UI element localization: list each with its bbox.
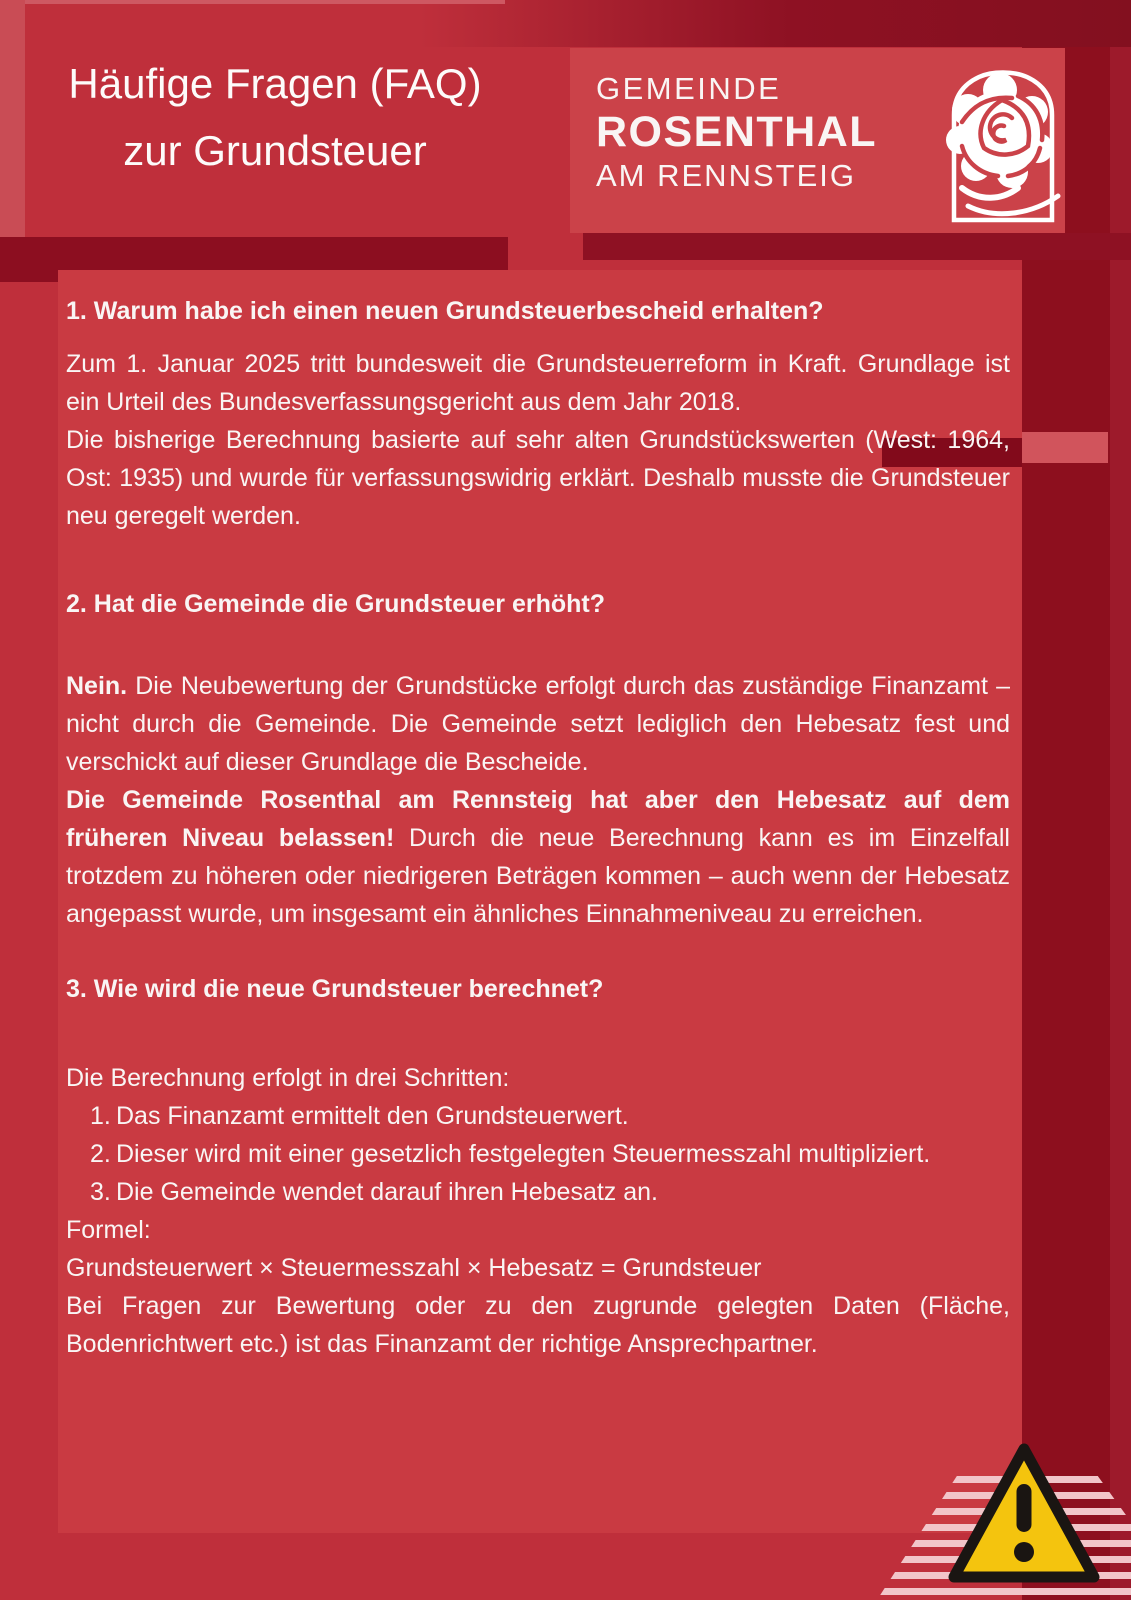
- faq-answer-1-p2: Die bisherige Berechnung basierte auf sehr alten Grundstückswerten (West: 1964, Ost: 1935) und wurde für verfassungswidrig erklärt. Deshalb musste die Grundsteuer neu geregelt werden.: [66, 426, 1010, 530]
- step-number: 2.: [90, 1140, 111, 1168]
- step-text: Das Finanzamt ermittelt den Grundsteuerwert.: [116, 1102, 629, 1130]
- decor-under-logo-strip: [583, 233, 1131, 260]
- step-text: Dieser wird mit einer gesetzlich festgelegten Steuermesszahl multipliziert.: [116, 1140, 931, 1168]
- step-text: Die Gemeinde wendet darauf ihren Hebesatz an.: [116, 1178, 658, 1206]
- faq-content: [58, 270, 1022, 1363]
- page-title-line1: Häufige Fragen (FAQ): [68, 60, 482, 107]
- faq-answer-2-p1-bold: Nein.: [66, 672, 128, 700]
- faq-question-2: 2. Hat die Gemeinde die Grundsteuer erhöht?: [66, 590, 605, 618]
- decor-left-highlight: [0, 0, 25, 237]
- faq-question-3: 3. Wie wird die neue Grundsteuer berechnet?: [66, 975, 604, 1003]
- faq-answer-3-note: Bei Fragen zur Bewertung oder zu den zugrunde gelegten Daten (Fläche, Bodenrichtwert etc.) ist das Finanzamt der richtige Ansprechpartner.: [66, 1292, 1010, 1358]
- faq-answer-3-intro: Die Berechnung erfolgt in drei Schritten:: [66, 1064, 510, 1092]
- decor-top-gradient: [420, 0, 1131, 47]
- step-number: 3.: [90, 1178, 111, 1206]
- faq-answer-2-p1-rest: Die Neubewertung der Grundstücke erfolgt durch das zuständige Finanzamt – nicht durch die Gemeinde. Die Gemeinde setzt lediglich den Hebesatz fest und verschickt auf dieser Grundlage die Bescheide.: [66, 672, 1010, 776]
- faq-item-2: [66, 585, 1010, 933]
- faq-answer-2-p2-rest: Durch die neue Berechnung kann es im Einzelfall trotzdem zu höheren oder niedrigeren Beträgen kommen – auch wenn der Hebesatz angepasst wurde, um insgesamt ein ähnliches Einnahmeniveau zu erreichen.: [66, 824, 1010, 928]
- calculation-step: [66, 1173, 1010, 1211]
- calculation-step: [66, 1135, 1010, 1173]
- formula-text: Grundsteuerwert × Steuermesszahl × Hebesatz = Grundsteuer: [66, 1254, 762, 1282]
- faq-answer-1-p1: Zum 1. Januar 2025 tritt bundesweit die Grundsteuerreform in Kraft. Grundlage ist ein Urteil des Bundesverfassungsgericht aus dem Jahr 2018.: [66, 350, 1010, 416]
- page-title-line2: zur Grundsteuer: [123, 127, 427, 174]
- logo-line-gemeinde: GEMEINDE: [596, 71, 782, 106]
- faq-item-3: [66, 970, 1010, 1363]
- rose-icon: [932, 60, 1062, 225]
- calculation-step: [66, 1097, 1010, 1135]
- logo-line-rosenthal: ROSENTHAL: [596, 108, 878, 156]
- formula-label: Formel:: [66, 1216, 151, 1244]
- decor-top-highlight: [0, 0, 505, 4]
- decor-light-accent-bar: [1022, 432, 1108, 463]
- faq-answer-2-p2: [66, 781, 1010, 933]
- municipality-logo-text: [596, 70, 877, 196]
- logo-line-am-rennsteig: AM RENNSTEIG: [596, 158, 856, 193]
- step-number: 1.: [90, 1102, 111, 1130]
- faq-answer-2-p2-bold: Die Gemeinde Rosenthal am Rennsteig hat aber den Hebesatz auf dem früheren Niveau belassen!: [66, 786, 1010, 852]
- warning-triangle-icon: [945, 1437, 1103, 1589]
- municipality-logo: [570, 48, 1065, 233]
- calculation-steps-list: [66, 1097, 1010, 1211]
- page-title: [40, 50, 510, 184]
- faq-item-1: [66, 292, 1010, 535]
- faq-question-1: 1. Warum habe ich einen neuen Grundsteuerbescheid erhalten?: [66, 297, 824, 325]
- faq-answer-2-p1: [66, 667, 1010, 781]
